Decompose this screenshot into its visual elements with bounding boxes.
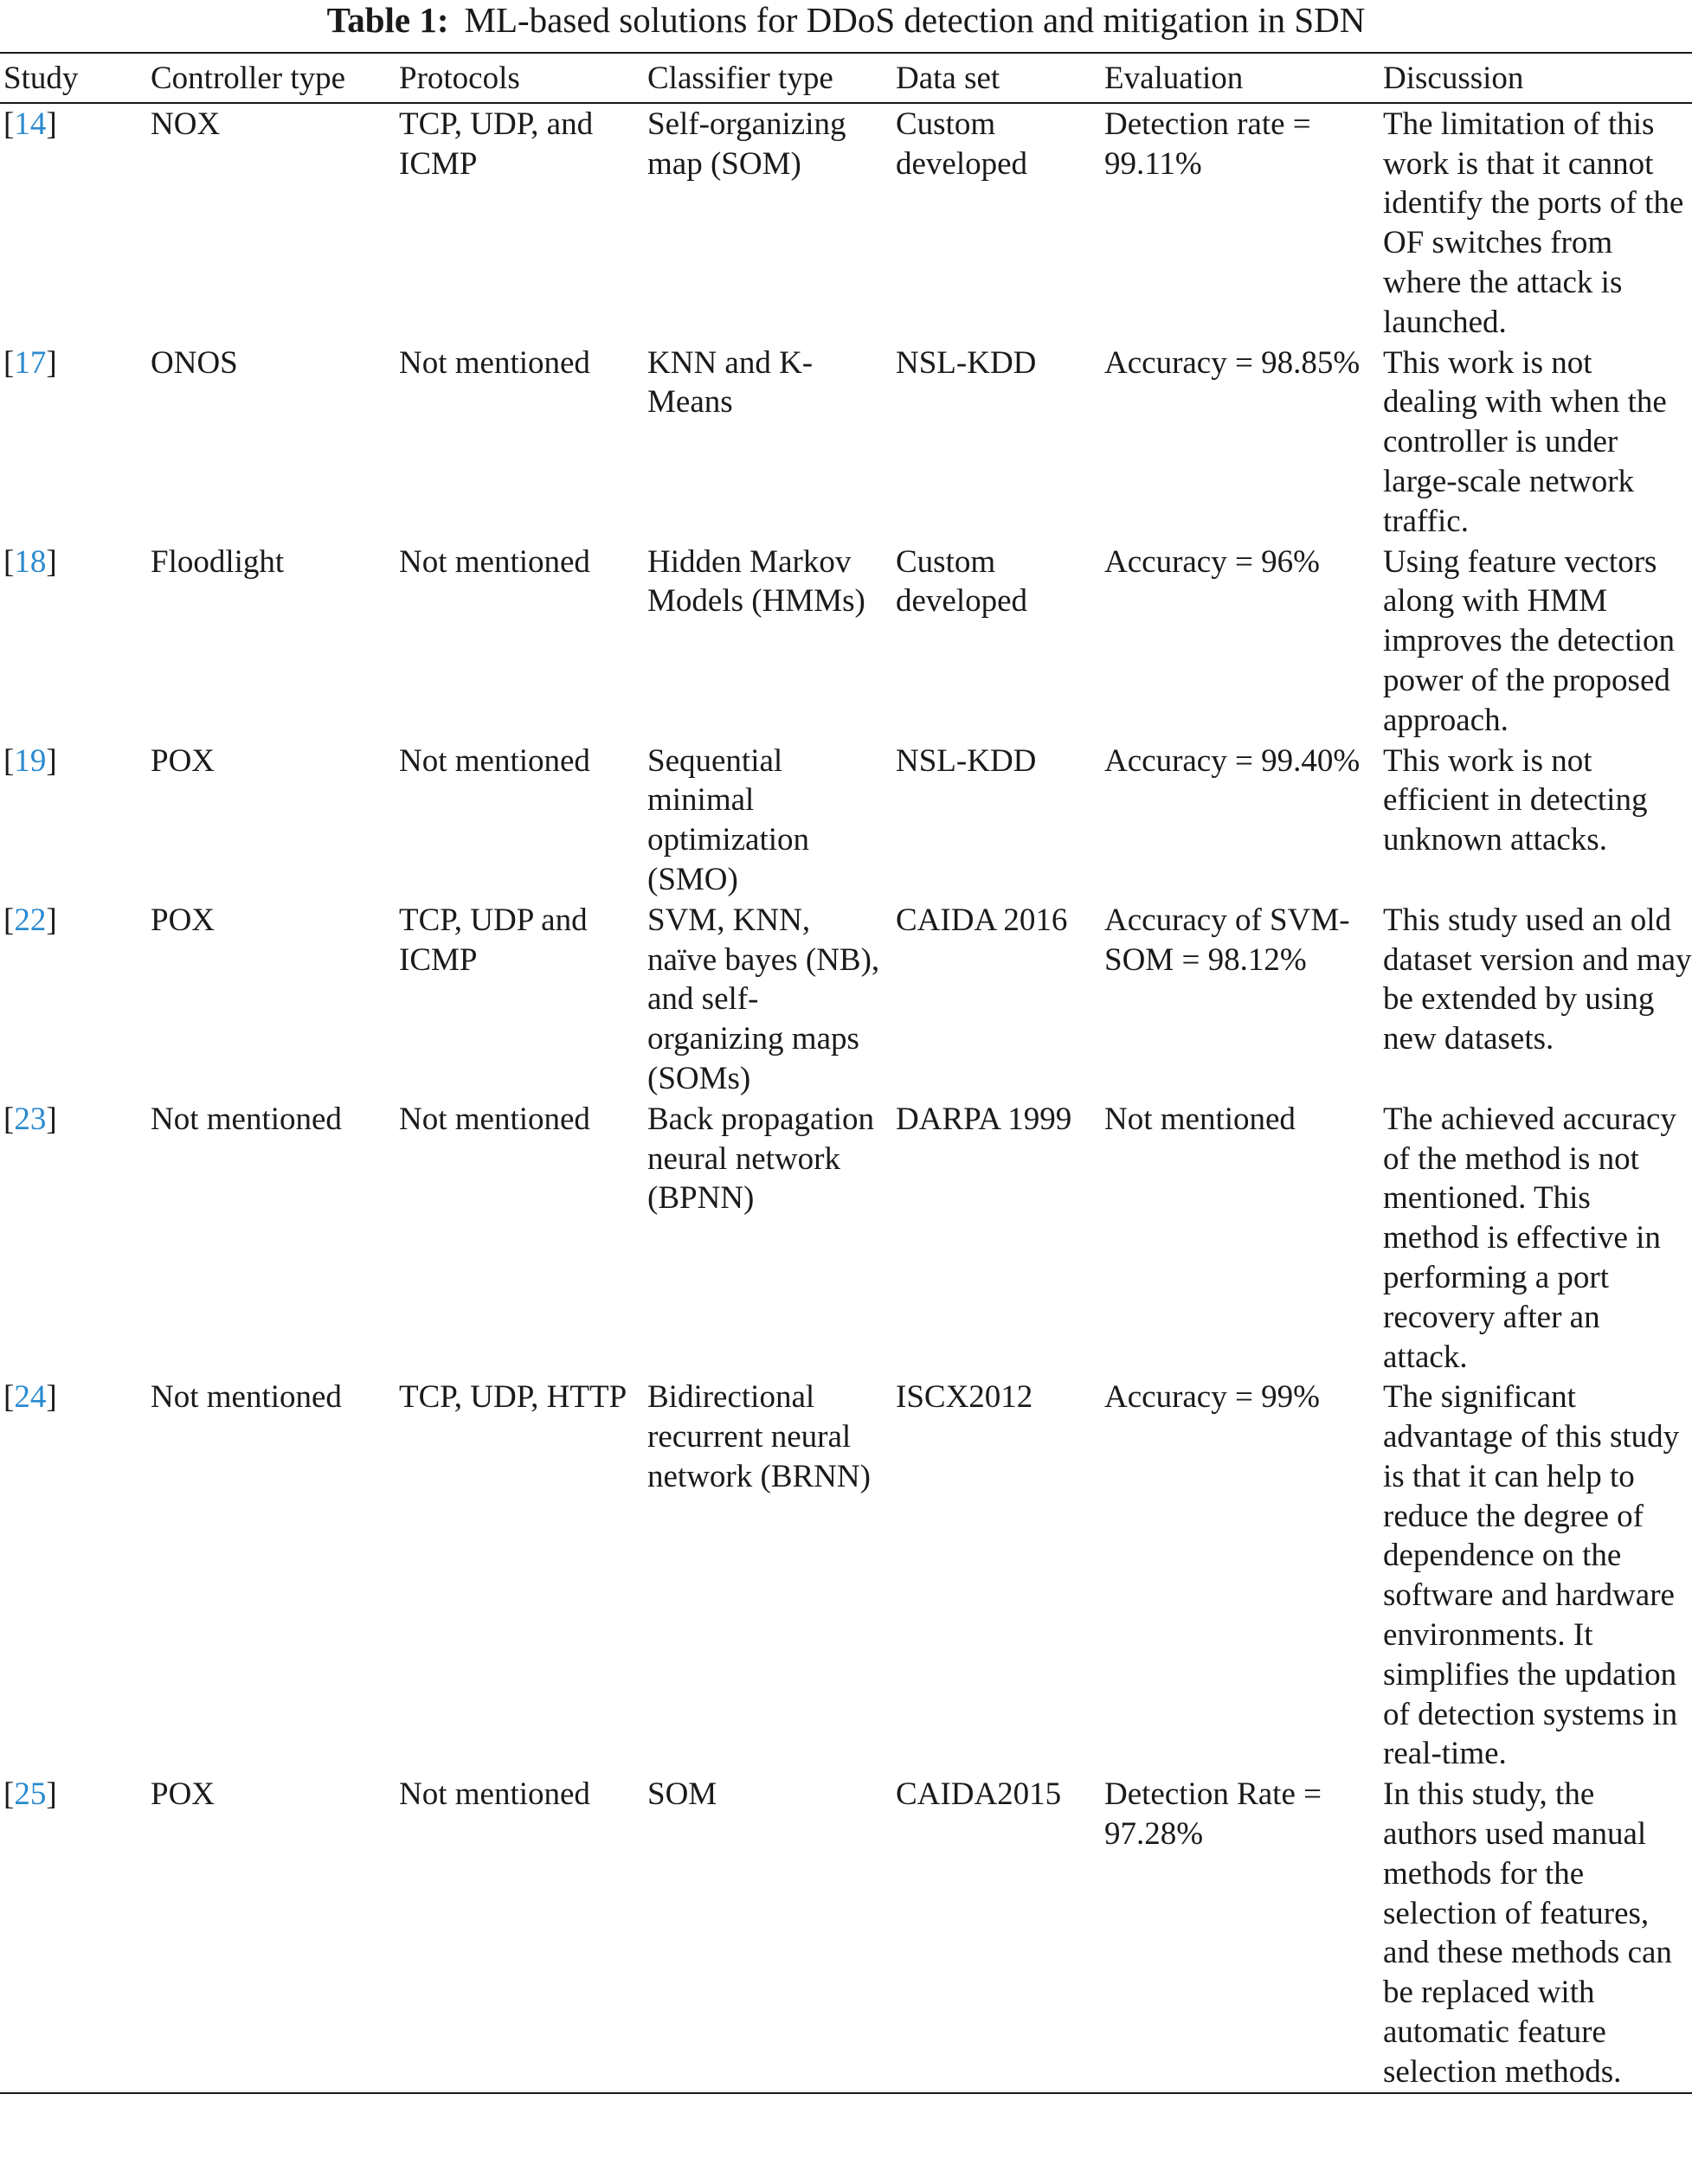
dataset-cell: ISCX2012 (896, 1379, 1033, 1416)
study-cell: [18] (3, 543, 57, 580)
dataset-cell: DARPA 1999 (896, 1101, 1072, 1137)
classifier-cell: Hidden Markov Models (HMMs) (647, 543, 865, 620)
header-protocols: Protocols (399, 61, 520, 96)
protocols-cell: Not mentioned (399, 742, 590, 779)
protocols-cell: TCP, UDP, and ICMP (399, 106, 594, 182)
header-classifier-type: Classifier type (647, 61, 833, 96)
table-row (0, 1774, 1692, 2092)
reference-link[interactable]: 25 (14, 1776, 47, 1813)
classifier-cell: Sequential minimal optimization (SMO) (647, 742, 810, 897)
reference-link[interactable]: 23 (14, 1101, 47, 1137)
study-cell: [24] (3, 1379, 57, 1416)
discussion-cell: The achieved accuracy of the method is not mentioned. This method is effective in performing a port recovery after an attack. (1383, 1101, 1676, 1375)
classifier-cell: Bidirectional recurrent neural network (BRNN) (647, 1379, 871, 1494)
ml-ddos-table (0, 52, 1692, 2094)
controller-cell: Not mentioned (151, 1101, 342, 1137)
header-study: Study (3, 61, 79, 96)
dataset-cell: Custom developed (896, 543, 1028, 620)
table-row (0, 741, 1692, 900)
table-row (0, 1377, 1692, 1774)
study-cell: [19] (3, 742, 57, 779)
discussion-cell: The significant advantage of this study is that it can help to reduce the degree of dependence on the software and hardware environments. It simplifies the updation of detection systems in real-time. (1383, 1379, 1680, 1772)
evaluation-cell: Accuracy of SVM-SOM = 98.12% (1104, 902, 1350, 978)
protocols-cell: Not mentioned (399, 543, 590, 580)
table-row (0, 900, 1692, 1099)
evaluation-cell: Detection Rate = 97.28% (1104, 1776, 1322, 1853)
reference-link[interactable]: 19 (14, 742, 47, 779)
protocols-cell: TCP, UDP and ICMP (399, 902, 588, 978)
header-data-set: Data set (896, 61, 1000, 96)
classifier-cell: Back propagation neural network (BPNN) (647, 1101, 874, 1217)
discussion-cell: This study used an old dataset version and may be extended by using new datasets. (1383, 902, 1692, 1057)
discussion-cell: This work is not efficient in detecting unknown attacks. (1383, 742, 1648, 858)
table-row (0, 1099, 1692, 1378)
reference-link[interactable]: 18 (14, 543, 47, 580)
table-row (0, 103, 1692, 343)
controller-cell: Floodlight (151, 543, 285, 580)
protocols-cell: Not mentioned (399, 1776, 590, 1813)
controller-cell: ONOS (151, 344, 238, 381)
header-row (0, 53, 1692, 103)
evaluation-cell: Not mentioned (1104, 1101, 1296, 1137)
dataset-cell: CAIDA2015 (896, 1776, 1062, 1813)
reference-link[interactable]: 14 (14, 106, 47, 142)
reference-link[interactable]: 22 (14, 902, 47, 938)
protocols-cell: Not mentioned (399, 1101, 590, 1137)
header-discussion: Discussion (1383, 61, 1524, 96)
dataset-cell: NSL-KDD (896, 742, 1037, 779)
study-cell: [14] (3, 106, 57, 142)
discussion-cell: In this study, the authors used manual methods for the selection of features, and these methods can be replaced with automatic feature selection methods. (1383, 1776, 1672, 2090)
study-cell: [17] (3, 344, 57, 381)
evaluation-cell: Accuracy = 96% (1104, 543, 1320, 580)
table-row (0, 542, 1692, 741)
protocols-cell: Not mentioned (399, 344, 590, 381)
controller-cell: NOX (151, 106, 221, 142)
classifier-cell: Self-organizing map (SOM) (647, 106, 846, 182)
controller-cell: POX (151, 1776, 216, 1813)
controller-cell: POX (151, 742, 216, 779)
header-controller-type: Controller type (151, 61, 346, 96)
table-row (0, 343, 1692, 542)
header-evaluation: Evaluation (1104, 61, 1244, 96)
evaluation-cell: Detection rate = 99.11% (1104, 106, 1311, 182)
study-cell: [25] (3, 1776, 57, 1813)
caption-label: Table 1: (326, 0, 449, 40)
controller-cell: Not mentioned (151, 1379, 342, 1416)
dataset-cell: NSL-KDD (896, 344, 1037, 381)
classifier-cell: SOM (647, 1776, 717, 1813)
classifier-cell: KNN and K-Means (647, 344, 814, 421)
classifier-cell: SVM, KNN, naïve bayes (NB), and self-organizing maps (SOMs) (647, 902, 880, 1096)
discussion-cell: This work is not dealing with when the controller is under large-scale network traffic. (1383, 344, 1667, 539)
controller-cell: POX (151, 902, 216, 938)
evaluation-cell: Accuracy = 98.85% (1104, 344, 1361, 381)
reference-link[interactable]: 24 (14, 1379, 47, 1416)
dataset-cell: Custom developed (896, 106, 1028, 182)
table-caption (0, 0, 1692, 40)
discussion-cell: The limitation of this work is that it cannot identify the ports of the OF switches from where the attack is launched. (1383, 106, 1684, 340)
protocols-cell: TCP, UDP, HTTP (399, 1379, 627, 1416)
study-cell: [22] (3, 902, 57, 938)
dataset-cell: CAIDA 2016 (896, 902, 1068, 938)
reference-link[interactable]: 17 (14, 344, 47, 381)
evaluation-cell: Accuracy = 99% (1104, 1379, 1320, 1416)
evaluation-cell: Accuracy = 99.40% (1104, 742, 1361, 779)
caption-title: ML-based solutions for DDoS detection and mitigation in SDN (464, 0, 1366, 40)
discussion-cell: Using feature vectors along with HMM improves the detection power of the proposed approach. (1383, 543, 1676, 738)
study-cell: [23] (3, 1101, 57, 1137)
